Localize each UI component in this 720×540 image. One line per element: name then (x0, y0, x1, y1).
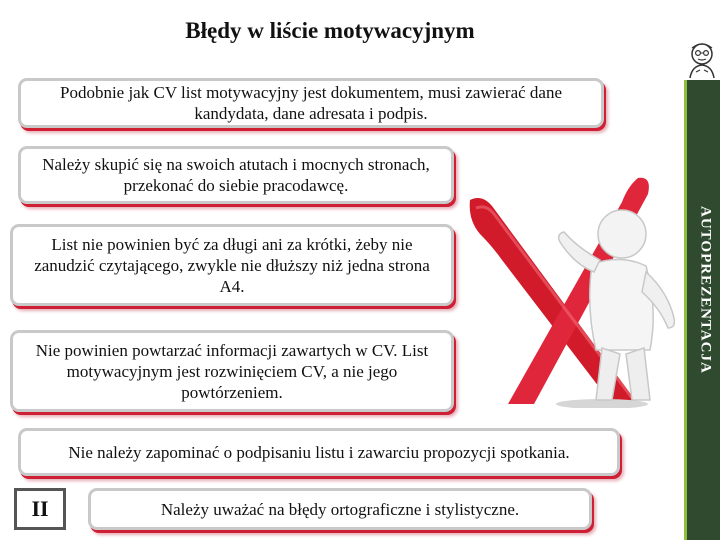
sidebar-panel (684, 80, 720, 540)
point-text-5: Nie należy zapominać o podpisaniu listu i zawarciu propozycji spotkania. (68, 442, 570, 462)
sidebar-label: AUTOPREZENTACJA (697, 206, 714, 374)
point-text-1: Podobnie jak CV list motywacyjny jest dokumentem, musi zawierać dane kandydata, dane adresata i podpis. (59, 83, 563, 123)
figure-leaning-on-x-illustration (462, 168, 680, 408)
point-text-2: Należy skupić się na swoich atutach i mocnych stronach, przekonać do siebie pracodawcę. (42, 155, 430, 195)
point-box-4 (10, 330, 454, 412)
point-text-6: Należy uważać na błędy ortograficzne i stylistyczne. (160, 499, 520, 519)
point-box-5 (18, 428, 620, 476)
point-box-3 (10, 224, 454, 306)
point-text-3: List nie powinien być za długi ani za krótki, żeby nie zanudzić czytającego, zwykle nie dłuższy niż jedna strona A4. (34, 234, 430, 296)
thinking-person-icon (684, 40, 720, 80)
point-box-2 (18, 146, 454, 204)
section-number-box: II (14, 488, 66, 530)
point-box-1 (18, 78, 604, 128)
point-box-6 (88, 488, 592, 530)
point-text-4: Nie powinien powtarzać informacji zawartych w CV. List motywacyjnym jest rozwinięciem CV, a nie jego powtórzeniem. (35, 340, 429, 402)
slide-title: Błędy w liście motywacyjnym (185, 18, 475, 43)
